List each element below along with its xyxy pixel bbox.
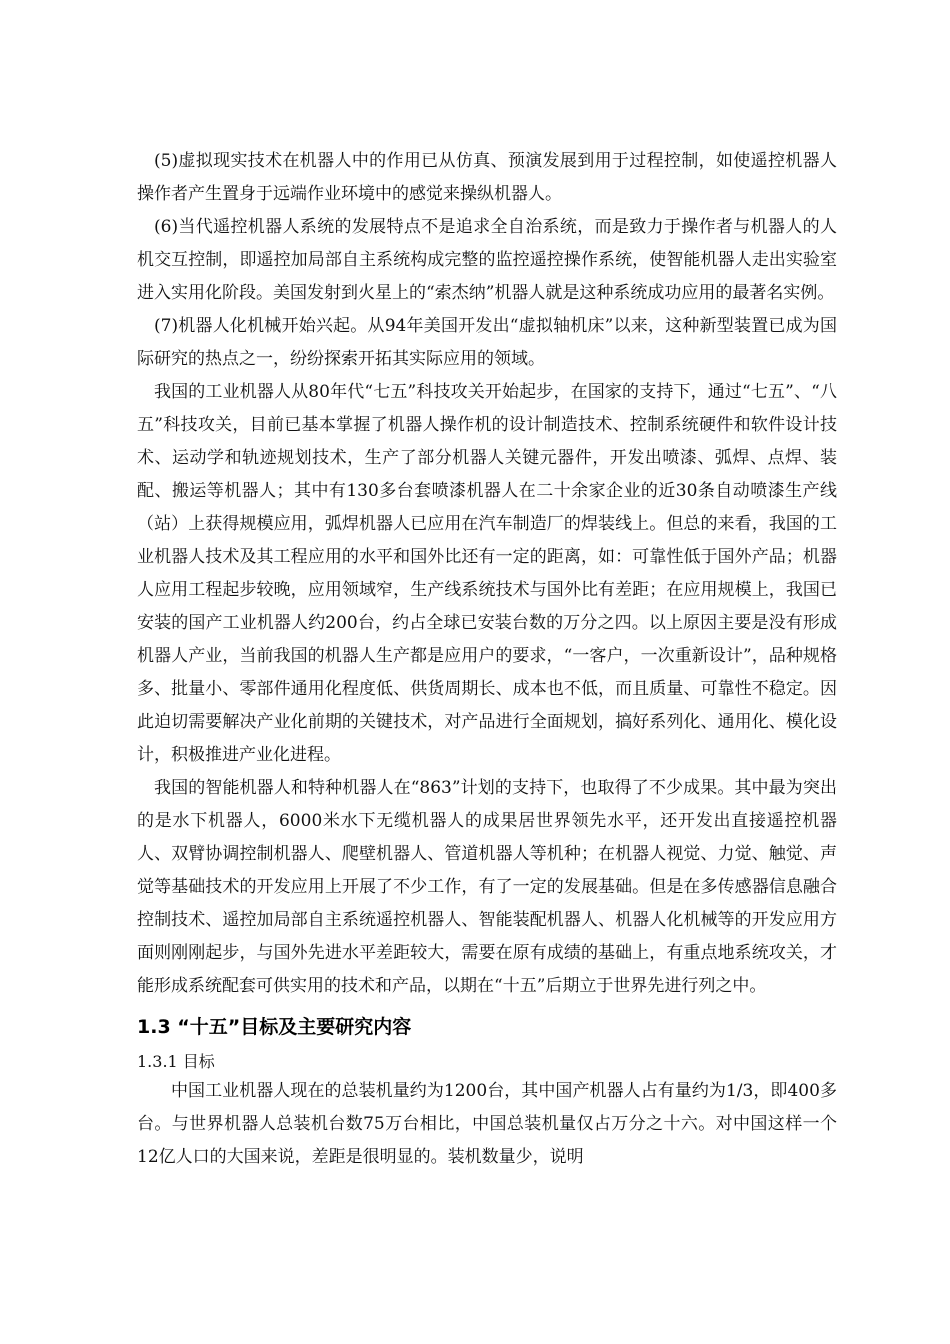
- document-body: [137, 145, 837, 1174]
- subsection-heading: 1.3.1 目标: [137, 1052, 215, 1071]
- paragraph-industrial-robots: 我国的工业机器人从80年代“七五”科技攻关开始起步，在国家的支持下，通过“七五”、“八五”科技攻关，目前已基本掌握了机器人操作机的设计制造技术、控制系统硬件和软件设计技术、运动学和轨迹规划技术，生产了部分机器人关键元器件，开发出喷漆、弧焊、点焊、装配、搬运等机器人；其中有130多台套喷漆机器人在二十余家企业的近30条自动喷漆生产线（站）上获得规模应用，弧焊机器人已应用在汽车制造厂的焊装线上。但总的来看，我国的工业机器人技术及其工程应用的水平和国外比还有一定的距离，如：可靠性低于国外产品；机器人应用工程起步较晚，应用领域窄，生产线系统技术与国外比有差距；在应用规模上，我国已安装的国产工业机器人约200台，约占全球已安装台数的万分之四。以上原因主要是没有形成机器人产业，当前我国的机器人生产都是应用户的要求，“一客户，一次重新设计”，品种规格多、批量小、零部件通用化程度低、供货周期长、成本也不低，而且质量、可靠性不稳定。因此迫切需要解决产业化前期的关键技术，对产品进行全面规划，搞好系列化、通用化、模化设计，积极推进产业化进程。: [137, 382, 837, 765]
- paragraph-item-7: (7)机器人化机械开始兴起。从94年美国开发出“虚拟轴机床”以来，这种新型装置已成为国际研究的热点之一，纷纷探索开拓其实际应用的领域。: [137, 316, 837, 369]
- paragraph-item-5: (5)虚拟现实技术在机器人中的作用已从仿真、预演发展到用于过程控制，如使遥控机器人操作者产生置身于远端作业环境中的感觉来操纵机器人。: [137, 151, 837, 204]
- paragraph-goals: 中国工业机器人现在的总装机量约为1200台，其中国产机器人占有量约为1/3，即400多台。与世界机器人总装机台数75万台相比，中国总装机量仅占万分之十六。对中国这样一个12亿人口的大国来说，差距是很明显的。装机数量少，说明: [137, 1081, 837, 1167]
- section-heading: 1.3 “十五”目标及主要研究内容: [137, 1016, 412, 1038]
- paragraph-intelligent-robots: 我国的智能机器人和特种机器人在“863”计划的支持下，也取得了不少成果。其中最为突出的是水下机器人，6000米水下无缆机器人的成果居世界领先水平，还开发出直接遥控机器人、双臂协调控制机器人、爬壁机器人、管道机器人等机种；在机器人视觉、力觉、触觉、声觉等基础技术的开发应用上开展了不少工作，有了一定的发展基础。但是在多传感器信息融合控制技术、遥控加局部自主系统遥控机器人、智能装配机器人、机器人化机械等的开发应用方面则刚刚起步，与国外先进水平差距较大，需要在原有成绩的基础上，有重点地系统攻关，才能形成系统配套可供实用的技术和产品，以期在“十五”后期立于世界先进行列之中。: [137, 778, 837, 996]
- paragraph-item-6: (6)当代遥控机器人系统的发展特点不是追求全自治系统，而是致力于操作者与机器人的人机交互控制，即遥控加局部自主系统构成完整的监控遥控操作系统，使智能机器人走出实验室进入实用化阶段。美国发射到火星上的“索杰纳”机器人就是这种系统成功应用的最著名实例。: [137, 217, 837, 303]
